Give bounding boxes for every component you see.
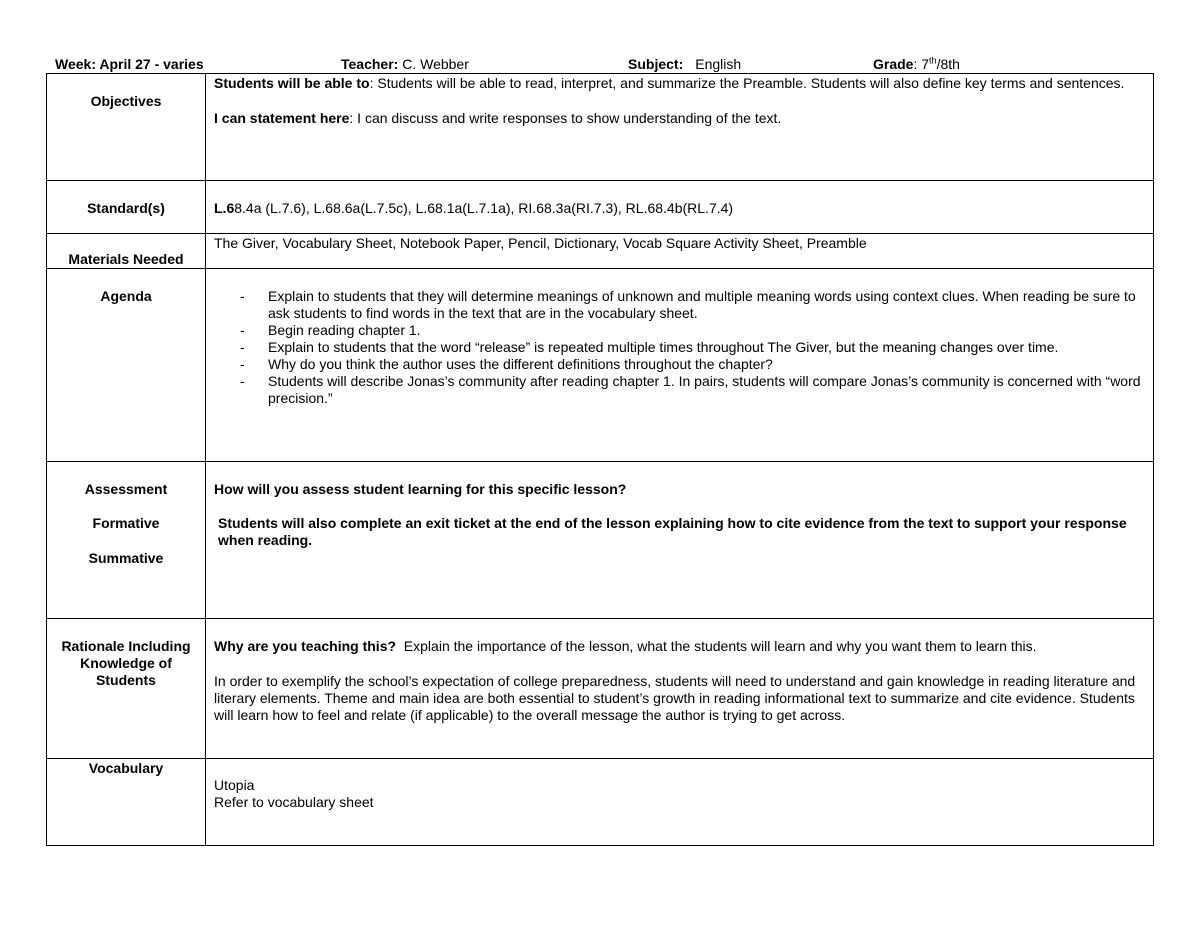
standards-label: Standard(s) <box>47 181 206 234</box>
formative-label: Formative <box>92 515 160 531</box>
assessment-content <box>206 462 1154 619</box>
grade-field: Grade: 7th/8th <box>873 55 960 72</box>
agenda-label: Agenda <box>47 269 206 462</box>
subject-field <box>628 56 741 72</box>
lesson-plan-table <box>46 73 1154 846</box>
objectives-content <box>206 74 1154 181</box>
objectives-swbat: Students will be able to: Students will be able to read, interpret, and summarize the Preamble. Students will also define key terms and sentences. <box>214 75 1125 91</box>
subject-value: English <box>695 56 742 72</box>
lesson-plan-header <box>55 56 1155 74</box>
grade-value: 7th/8th <box>921 55 960 72</box>
agenda-item: - Explain to students that they will determine meanings of unknown and multiple meaning words using context clues. When reading be sure to ask students to find words in the text that are in the vocabulary sheet. <box>268 288 1143 322</box>
agenda-list <box>214 288 1143 407</box>
vocabulary-word: Utopia <box>214 777 255 793</box>
vocabulary-label: Vocabulary <box>47 759 206 846</box>
objectives-ican: I can statement here: I can discuss and write responses to show understanding of the text. <box>214 110 782 126</box>
teacher-value: C. Webber <box>402 56 469 72</box>
assessment-label-cell <box>47 462 206 619</box>
grade-label: Grade <box>873 56 914 72</box>
teacher-label: Teacher: <box>341 56 399 72</box>
rationale-text: In order to exemplify the school’s expectation of college preparedness, students will need to understand and gain knowledge in reading literature and literary elements. Theme and main idea are both essential to student’s growth in reading informational text to summarize and cite evidence. Students will learn how to feel and relate (if applicable) to the overall message the author is trying to get across. <box>214 673 1136 723</box>
vocabulary-row <box>47 759 1154 846</box>
agenda-item: - Students will describe Jonas’s community after reading chapter 1. In pairs, students will compare Jonas’s community is concerned with “word precision.” <box>268 373 1143 407</box>
materials-content: The Giver, Vocabulary Sheet, Notebook Paper, Pencil, Dictionary, Vocab Square Activity Sheet, Preamble <box>206 234 1154 269</box>
vocabulary-content <box>206 759 1154 846</box>
agenda-row <box>47 269 1154 462</box>
week-field <box>55 56 204 72</box>
standards-content: L.68.4a (L.7.6), L.68.6a(L.7.5c), L.68.1a(L.7.1a), RI.68.3a(RI.7.3), RL.68.4b(RL.7.4) <box>206 181 1154 234</box>
subject-label: Subject: <box>628 56 684 72</box>
assessment-text: Students will also complete an exit ticket at the end of the lesson explaining how to cite evidence from the text to support your response when reading. <box>218 515 1127 548</box>
agenda-item: - Why do you think the author uses the different definitions throughout the chapter? <box>268 356 1143 373</box>
materials-label: Materials Needed <box>47 234 206 269</box>
assessment-label: Assessment <box>84 481 168 497</box>
vocabulary-word: Refer to vocabulary sheet <box>214 794 374 810</box>
standards-row <box>47 181 1154 234</box>
agenda-content <box>206 269 1154 462</box>
rationale-label: Rationale Including Knowledge of Students <box>47 619 206 759</box>
summative-label: Summative <box>88 550 164 566</box>
teacher-field <box>341 56 469 72</box>
materials-row <box>47 234 1154 269</box>
objectives-label: Objectives <box>47 74 206 181</box>
rationale-question: Why are you teaching this? Explain the importance of the lesson, what the students will learn and why you want them to learn this. <box>214 638 1037 654</box>
assessment-row <box>47 462 1154 619</box>
objectives-row <box>47 74 1154 181</box>
agenda-item: - Begin reading chapter 1. <box>268 322 1143 339</box>
rationale-content <box>206 619 1154 759</box>
rationale-row <box>47 619 1154 759</box>
assessment-question: How will you assess student learning for this specific lesson? <box>214 481 627 497</box>
week-label: Week: April 27 - varies <box>55 56 204 72</box>
agenda-item: - Explain to students that the word “release” is repeated multiple times throughout The Giver, but the meaning changes over time. <box>268 339 1143 356</box>
